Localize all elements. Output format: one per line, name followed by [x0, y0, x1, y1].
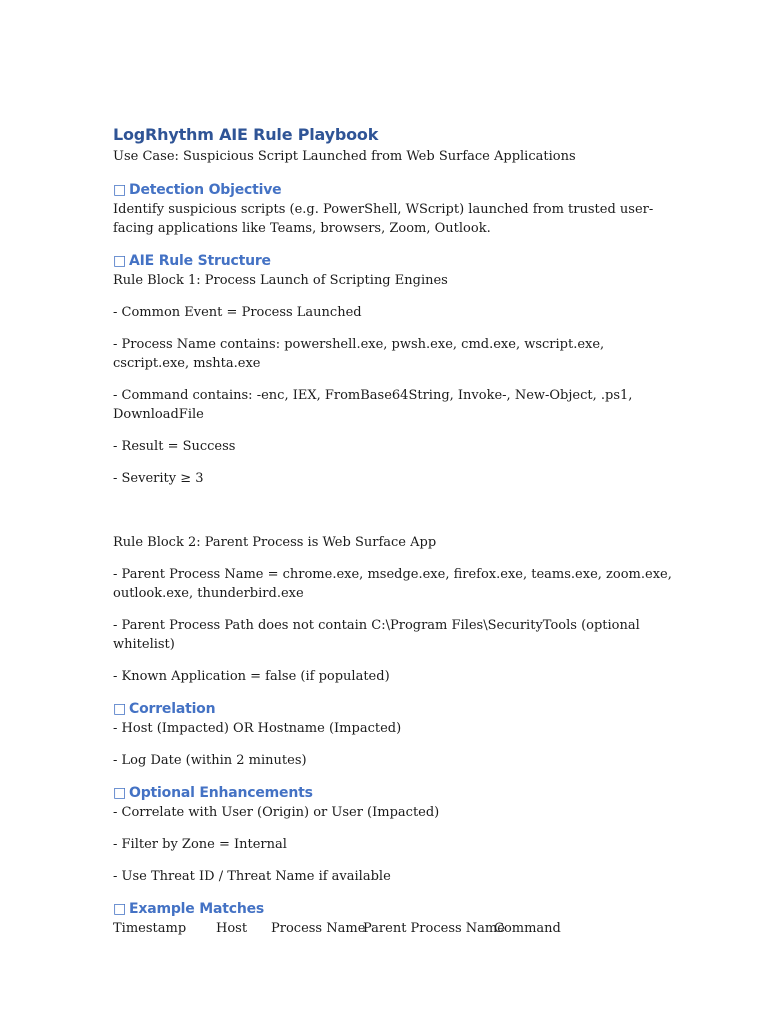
- column-header-parent-process-name: Parent Process Name: [363, 921, 505, 936]
- column-header-command: Command: [494, 921, 561, 936]
- enhancement-item: - Filter by Zone = Internal: [113, 837, 287, 852]
- use-case-line: Use Case: Suspicious Script Launched from Web Surface Applications: [113, 149, 576, 164]
- column-header-process-name: Process Name: [271, 921, 366, 936]
- section-heading-label: AIE Rule Structure: [129, 253, 271, 269]
- section-heading-example-matches: [113, 899, 673, 919]
- missing-glyph-icon: □: [113, 901, 127, 917]
- correlation-item: - Host (Impacted) OR Hostname (Impacted): [113, 721, 402, 736]
- enhancement-item: - Use Threat ID / Threat Name if available: [113, 869, 391, 884]
- enhancement-item: - Correlate with User (Origin) or User (Impacted): [113, 805, 440, 820]
- document-title: LogRhythm AIE Rule Playbook: [113, 125, 379, 144]
- rule-block-1-item: - Process Name contains: powershell.exe, pwsh.exe, cmd.exe, wscript.exe, cscript.exe, mshta.exe: [113, 337, 605, 371]
- section-heading-aie-rule-structure: [113, 251, 673, 271]
- rule-block-1-item: - Result = Success: [113, 439, 236, 454]
- rule-block-2-item: - Parent Process Name = chrome.exe, msedge.exe, firefox.exe, teams.exe, zoom.exe, outlook.exe, thunderbird.exe: [113, 567, 672, 601]
- rule-block-1-item: - Common Event = Process Launched: [113, 305, 362, 320]
- rule-block-2-title: Rule Block 2: Parent Process is Web Surface App: [113, 535, 437, 550]
- missing-glyph-icon: □: [113, 701, 127, 717]
- missing-glyph-icon: □: [113, 253, 127, 269]
- missing-glyph-icon: □: [113, 785, 127, 801]
- section-heading-correlation: [113, 699, 673, 719]
- document-page: [113, 124, 673, 938]
- section-heading-label: Optional Enhancements: [129, 785, 313, 801]
- section-heading-detection-objective: [113, 180, 673, 200]
- column-header-host: Host: [216, 921, 248, 936]
- column-header-timestamp: Timestamp: [113, 921, 187, 936]
- section-heading-label: Correlation: [129, 701, 216, 717]
- rule-block-1-item: - Command contains: -enc, IEX, FromBase64String, Invoke-, New-Object, .ps1, DownloadFile: [113, 388, 633, 422]
- section-heading-label: Example Matches: [129, 901, 265, 917]
- section-heading-optional-enhancements: [113, 783, 673, 803]
- rule-block-2-item: - Parent Process Path does not contain C:\Program Files\SecurityTools (optional whitelist): [113, 618, 640, 652]
- correlation-item: - Log Date (within 2 minutes): [113, 753, 307, 768]
- section-heading-label: Detection Objective: [129, 182, 282, 198]
- objective-text: Identify suspicious scripts (e.g. PowerShell, WScript) launched from trusted user-facing applications like Teams, browsers, Zoom, Outlook.: [113, 202, 654, 236]
- example-table-header: [113, 919, 673, 938]
- rule-block-2-item: - Known Application = false (if populated): [113, 669, 390, 684]
- missing-glyph-icon: □: [113, 182, 127, 198]
- rule-block-1-title: Rule Block 1: Process Launch of Scripting Engines: [113, 273, 448, 288]
- rule-block-1-item: - Severity ≥ 3: [113, 471, 204, 486]
